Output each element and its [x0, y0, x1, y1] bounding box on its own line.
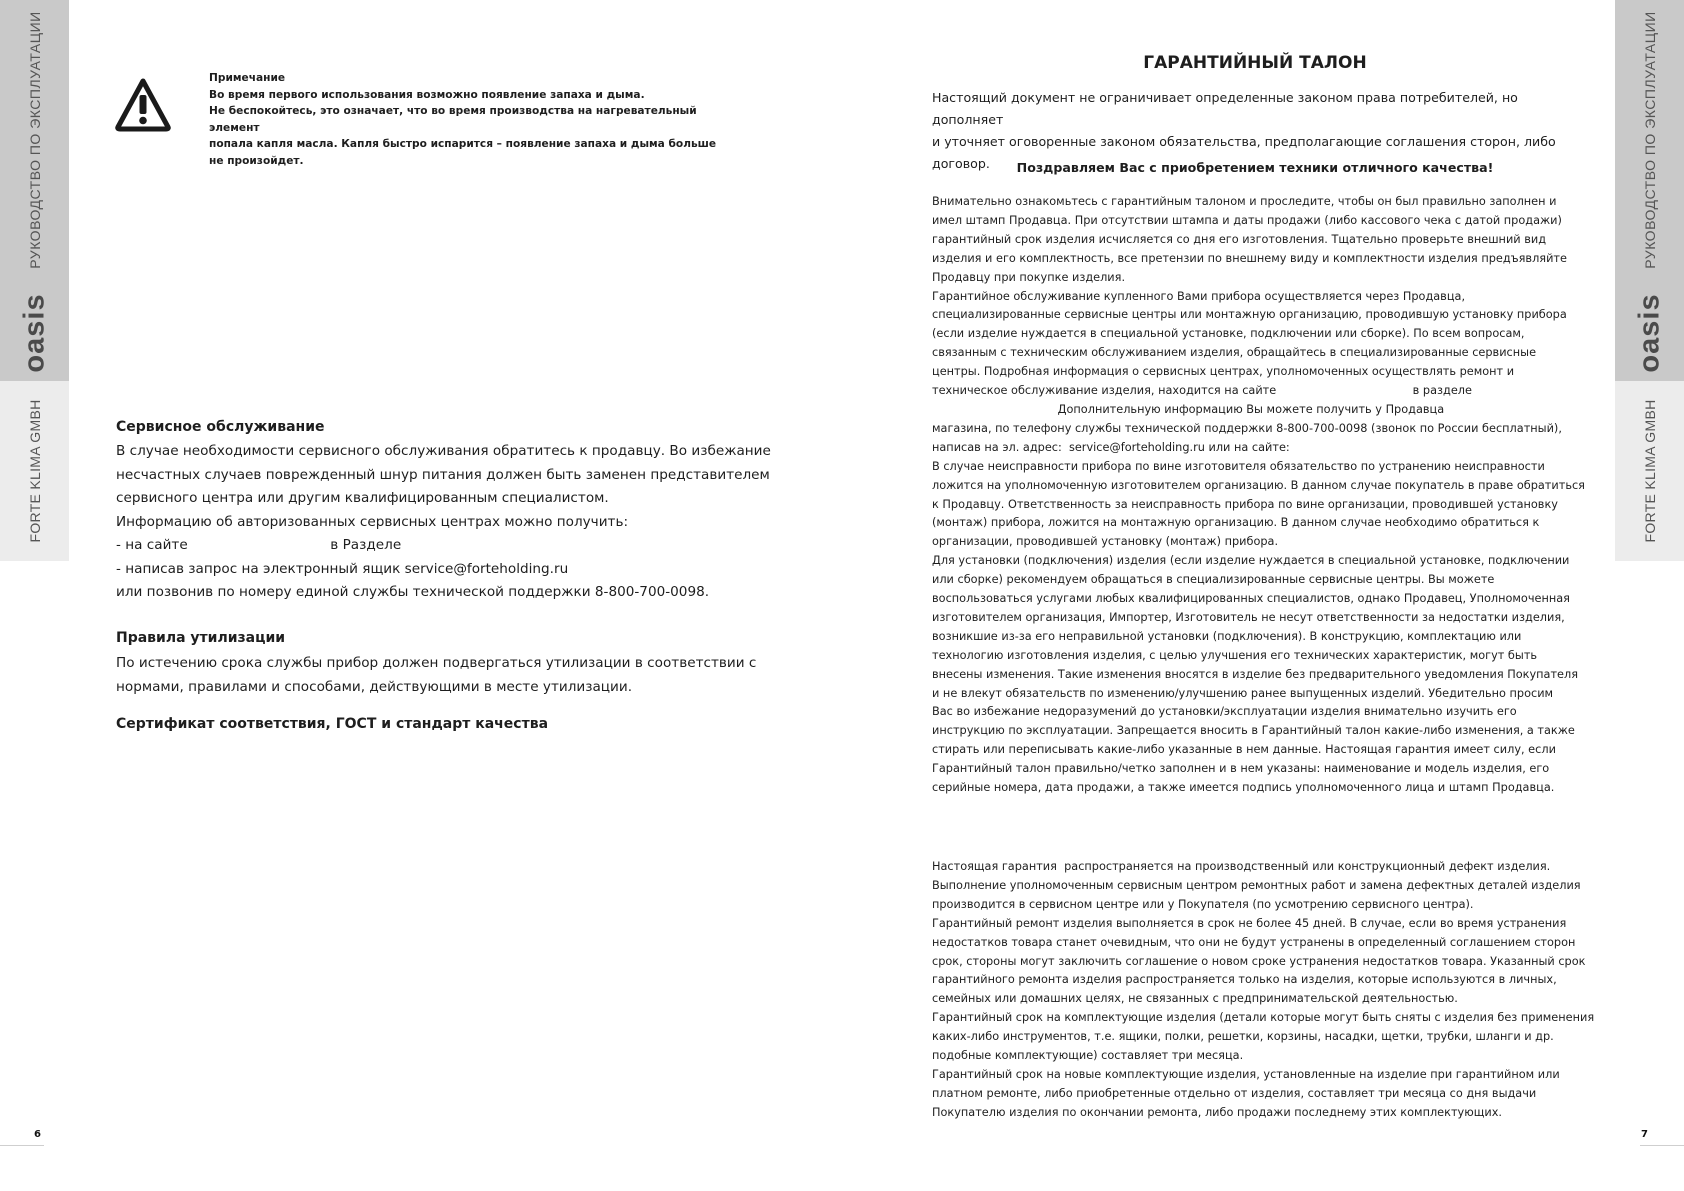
text-line: и не влекут обязательств по изменению/улучшению ранее выпущенных изделий. Убедительно просим: [932, 686, 1554, 700]
text-line: изделия и его комплектность, все претензии по внешнему виду и комплектности изделия предъявляйте: [932, 251, 1567, 265]
sidebar-manual-label: РУКОВОДСТВО ПО ЭКСПЛУАТАЦИИ: [1641, 11, 1658, 269]
text-line: Для установки (подключения) изделия (если изделие нуждается в специальной установке, подключении: [932, 554, 1570, 568]
text-line: магазина, по телефону службы технической поддержки 8-800-700-0098 (звонок по России бесплатный),: [932, 421, 1562, 435]
text-line: ложится на уполномоченную изготовителем организацию. В данном случае покупатель в праве обратиться: [932, 478, 1585, 492]
text-line: к Продавцу. Ответственность за неисправность прибора по вине организации, проводившей установку: [932, 497, 1558, 511]
text-line: инструкцию по эксплуатации. Запрещается вносить в Гарантийный талон какие-либо изменения, а также: [932, 724, 1575, 738]
text-line: или позвонив по номеру единой службы технической поддержки 8-800-700-0098.: [116, 584, 710, 600]
text-line: и уточняет оговоренные законом обязательства, предполагающие соглашения сторон, либо: [932, 134, 1556, 149]
sidebar-top-block: [1615, 0, 1684, 381]
page-number-right: 7: [1641, 1129, 1648, 1140]
sidebar-top-block: [0, 0, 69, 381]
text-line: срок, стороны могут заключить соглашение о новом сроке устранения недостатков товара. Указанный срок: [932, 954, 1586, 968]
text-line: Покупателю изделия по окончании ремонта, либо продажи последнему этих комплектующих.: [932, 1105, 1502, 1119]
text-line: Вас во избежание недоразумений до установки/эксплуатации изделия внимательно изучить его: [932, 705, 1517, 719]
text-line: специализированные сервисные центры или монтажную организацию, проводившую установку прибора: [932, 308, 1567, 322]
note-line: попала капля масла. Капля быстро испарится – появление запаха и дыма больше: [209, 138, 717, 150]
text-line: В случае необходимости сервисного обслуживания обратитесь к продавцу. Во избежание: [116, 443, 771, 459]
text-line: каких-либо инструментов, т.е. ящики, полки, решетки, корзины, насадки, щетки, трубки, шланги и др.: [932, 1030, 1554, 1044]
text-line: подобные комплектующие) составляет три месяца.: [932, 1049, 1244, 1063]
text-line: (монтаж) прибора, ложится на монтажную организацию. В данном случае необходимо обратиться к: [932, 516, 1540, 530]
text-line: сервисного центра или другим квалифицированным специалистом.: [116, 490, 609, 506]
text-line: Дополнительную информацию Вы можете получить у Продавца: [932, 402, 1445, 416]
text-line: В случае неисправности прибора по вине изготовителя обязательство по устранению неисправности: [932, 459, 1545, 473]
certificate-heading: Сертификат соответствия, ГОСТ и стандарт качества: [116, 716, 549, 732]
note-title: Примечание: [209, 72, 286, 84]
warranty-body-part2: [932, 858, 1595, 1123]
note-line: Во время первого использования возможно появление запаха и дыма.: [209, 88, 645, 101]
text-line: связанным с техническим обслуживанием изделия, обращайтесь в специализированные сервисные: [932, 346, 1537, 360]
text-line: Гарантийный срок на новые комплектующие изделия, установленные на изделие при гарантийном или: [932, 1067, 1560, 1081]
text-line: внесены изменения. Такие изменения вносятся в изделие без предварительного уведомления Покупателя: [932, 667, 1578, 681]
page-rule-right: [1640, 1145, 1684, 1146]
text-line: стирать или переписывать какие-либо указанные в нем данные. Настоящая гарантия имеет силу, если: [932, 743, 1556, 757]
text-line: нормами, правилами и способами, действующими в месте утилизации.: [116, 678, 633, 695]
note-line: Не беспокойтесь, это означает, что во время производства на нагревательный элемент: [209, 105, 697, 134]
sidebar-company-label: FORTE KLIMA GMBH: [1641, 399, 1658, 543]
text-line: - на сайте в Разделе: [116, 537, 402, 553]
text-line: центры. Подробная информация о сервисных центрах, уполномоченных осуществлять ремонт и: [932, 365, 1515, 379]
text-line: изготовителем организация, Импортер, Изготовитель не несут ответственности за недостатки изделия,: [932, 610, 1565, 624]
left-sidebar-tab: [0, 0, 69, 561]
text-line: возникшие из-за его неправильной установки (подключения). В конструкцию, комплектацию или: [932, 629, 1522, 643]
warranty-body-part1: [932, 193, 1592, 798]
text-line: (если изделие нуждается в специальной установке, подключении или сборке). По всем вопросам,: [932, 327, 1525, 341]
sidebar-company-label: FORTE KLIMA GMBH: [26, 399, 43, 543]
text-line: Информацию об авторизованных сервисных центрах можно получить:: [116, 513, 629, 530]
text-line: Настоящая гарантия распространяется на производственный или конструкционный дефект изделия.: [932, 860, 1551, 873]
sidebar-brand-logo: oasis: [1633, 293, 1665, 373]
text-line: несчастных случаев поврежденный шнур питания должен быть заменен представителем: [116, 466, 770, 483]
page-rule-left: [0, 1145, 44, 1146]
text-line: Гарантийный талон правильно/четко заполнен и в нем указаны: наименование и модель изделия, его: [932, 762, 1550, 776]
text-line: серийные номера, дата продажи, а также имеется подпись уполномоченного лица и штамп Продавца.: [932, 781, 1555, 795]
text-line: платном ремонте, либо приобретенные отдельно от изделия, составляет три месяца со дня выдачи: [932, 1086, 1537, 1100]
warning-triangle-icon: [114, 77, 172, 133]
service-text: [116, 440, 771, 605]
text-line: организации, проводившей установку (монтаж) прибора.: [932, 535, 1279, 549]
sidebar-bottom-block: [0, 381, 69, 561]
service-heading: Сервисное обслуживание: [116, 419, 325, 435]
text-line: технологию изготовления изделия, с целью улучшения его технических характеристик, могут быть: [932, 648, 1538, 662]
text-line: Внимательно ознакомьтесь с гарантийным талоном и проследите, чтобы он был правильно заполнен и: [932, 195, 1557, 208]
text-line: гарантийного ремонта изделия распространяется только на изделия, которые используются в личных,: [932, 973, 1557, 987]
text-line: техническое обслуживание изделия, находится на сайте в разделе: [932, 384, 1472, 398]
text-line: или сборке) рекомендуем обращаться в специализированные сервисные центры. Вы можете: [932, 573, 1495, 587]
page-number-left: 6: [34, 1129, 41, 1140]
text-line: Гарантийный ремонт изделия выполняется в срок не более 45 дней. В случае, если во время устранения: [932, 916, 1567, 930]
warranty-title: ГАРАНТИЙНЫЙ ТАЛОН: [1143, 53, 1367, 73]
text-line: воспользоваться услугами любых квалифицированных специалистов, однако Продавец, Уполномоченная: [932, 592, 1570, 606]
text-line: написав на эл. адрес: service@forteholding.ru или на сайте:: [932, 440, 1290, 454]
text-line: Гарантийное обслуживание купленного Вами прибора осуществляется через Продавца,: [932, 289, 1466, 303]
text-line: имел штамп Продавца. При отсутствии штампа и даты продажи (либо кассового чека с датой продажи): [932, 213, 1562, 227]
text-line: семейных или домашних целях, не связанных с предпринимательской деятельностью.: [932, 992, 1458, 1006]
text-line: Гарантийный срок на комплектующие изделия (детали которые могут быть сняты с изделия без применения: [932, 1011, 1595, 1025]
text-line: договор.: [932, 156, 990, 171]
sidebar-manual-label: РУКОВОДСТВО ПО ЭКСПЛУАТАЦИИ: [26, 11, 43, 269]
text-line: производится в сервисном центре или у Покупателя (по усмотрению сервисного центра).: [932, 897, 1474, 911]
disposal-text: [116, 652, 756, 699]
text-line: - написав запрос на электронный ящик service@forteholding.ru: [116, 560, 569, 577]
text-line: По истечению срока службы прибор должен подвергаться утилизации в соответствии с: [116, 655, 757, 671]
disposal-heading: Правила утилизации: [116, 630, 286, 646]
text-line: Выполнение уполномоченным сервисным центром ремонтных работ и замена дефектных деталей изделия: [932, 878, 1581, 892]
text-line: гарантийный срок изделия исчисляется со дня его изготовления. Тщательно проверьте внешний вид: [932, 232, 1547, 246]
sidebar-bottom-block: [1615, 381, 1684, 561]
right-sidebar-tab: [1615, 0, 1684, 561]
text-line: Настоящий документ не ограничивает определенные законом права потребителей, но дополняет: [932, 90, 1518, 127]
text-line: Продавцу при покупке изделия.: [932, 270, 1126, 284]
warranty-congrats: Поздравляем Вас с приобретением техники отличного качества!: [1016, 160, 1494, 175]
note-block: [209, 70, 729, 169]
note-line: не произойдет.: [209, 154, 304, 167]
sidebar-brand-logo: oasis: [18, 293, 50, 373]
text-line: недостатков товара станет очевидным, что они не будут устранены в определенный соглашением сторон: [932, 935, 1576, 949]
